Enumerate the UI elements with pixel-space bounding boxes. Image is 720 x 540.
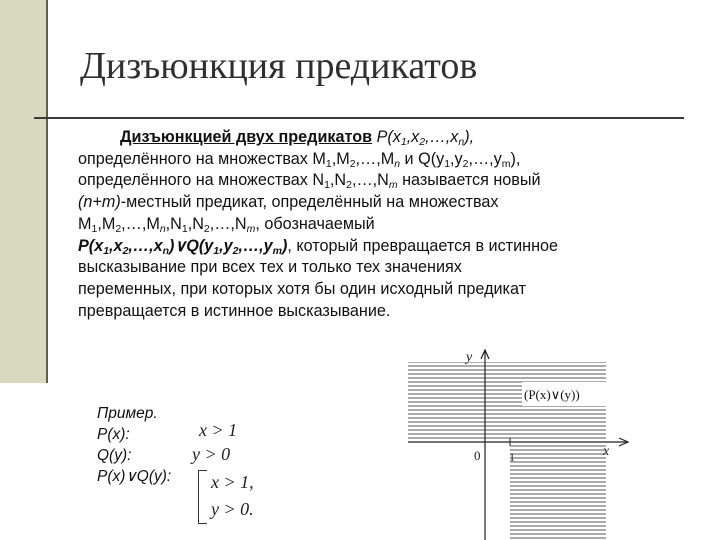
definition-line-4: (n+m)-местный предикат, определённый на множествах	[78, 193, 499, 212]
slide-title: Дизъюнкция предикатов	[80, 45, 478, 87]
definition-line-2: определённого на множествах $M_1,M_2,\dots,M_n$ и $Q(y_1,y_2,\dots,y_m)$,	[78, 149, 521, 170]
example-p-label: P(x):	[97, 426, 130, 443]
definition-line-7: высказывание при всех тех и только тех значениях	[78, 258, 462, 277]
region-right-strip	[510, 442, 606, 540]
system-line-2: y > 0.	[211, 499, 254, 519]
definition-line-9: превращается в истинное высказывание.	[78, 301, 391, 320]
p-expression: x > 1	[199, 420, 238, 440]
definition-line-8: переменных, при которых хотя бы один исходный предикат	[78, 279, 527, 298]
region-label: (P(x)∨(y))	[524, 387, 580, 402]
definition-line-5: $M_1,M_2,\dots,M_n,N_1,N_2,\dots,N_m$, обозначаемый	[78, 214, 375, 235]
example-pq-label: P(x)∨Q(y):	[97, 468, 172, 485]
origin-label: 0	[474, 448, 481, 463]
predicate-p: $P(x_1,x_2,\dots,x_n)$,	[376, 128, 475, 148]
tick-label: 1	[509, 450, 515, 464]
definition-line-3: определённого на множествах $N_1,N_2,\dots,N_m$ называется новый	[78, 171, 541, 192]
x-axis-label: x	[603, 444, 610, 459]
definition-line-6: $P(x_1,x_2,\dots,x_n)\vee Q(y_1,y_2,\dots,y_m)$, который превращается в истинное	[78, 236, 559, 257]
example-q-label: Q(y):	[97, 447, 132, 464]
y-axis-label: y	[466, 350, 473, 365]
q-expression: y > 0	[192, 444, 231, 464]
system-line-1: x > 1,	[211, 472, 254, 492]
definition-term: Дизъюнкцией двух предикатов	[120, 128, 373, 146]
example-heading: Пример.	[97, 405, 158, 422]
disjunction-formula: $P(x_1,x_2,\dots,x_n)\vee Q(y_1,y_2,\dots,y_m)$	[78, 236, 288, 257]
